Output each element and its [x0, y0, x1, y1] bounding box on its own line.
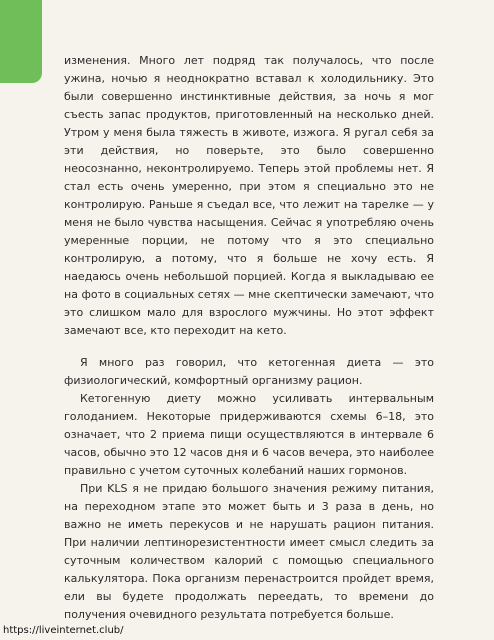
paragraph-interval-fasting: Кетогенную диету можно усиливать интервальным голоданием. Некоторые придерживаются схемы 6–18, это означает, что 2 приема пищи осуществляются в интервале 6 часов, обычно это 12 часов дня и 6 часов вечера, это наиболее правильно с учетом суточных колебаний наших гормонов. [64, 392, 434, 477]
paragraph-gap [64, 340, 434, 354]
paragraph-continuation: изменения. Много лет подряд так получалось, что после ужина, ночью я неоднократно вставал к холодильнику. Это были совершенно инстинктивные действия, за ночь я мог съесть запас продуктов, приготовленный на несколько дней. Утром у меня была тяжесть в животе, изжога. Я ругал себя за эти действия, но поверьте, это было совершенно неосознанно, неконтролируемо. Теперь этой проблемы нет. Я стал есть очень умеренно, при этом я специально это не контролирую. Раньше я съедал все, что лежит на тарелке — у меня не было чувства насыщения. Сейчас я употребляю очень умеренные порции, не потому что я это специально контролирую, а потому, что я больше не хочу есть. Я наедаюсь очень небольшой порцией. Когда я выкладываю ее на фото в социальных сетях — мне скептически замечают, что это слишком мало для взрослого мужчины. Но этот эффект замечают все, кто переходит на кето. [64, 54, 434, 337]
page-body [64, 52, 434, 624]
chapter-tab-marker [0, 0, 42, 83]
paragraph-keto-physiological: Я много раз говорил, что кетогенная диета — это физиологический, комфортный организму рацион. [64, 356, 434, 387]
paragraph-kls-regime: При KLS я не придаю большого значения режиму питания, на переходном этапе это может быть и 3 раза в день, но важно не иметь перекусов и не нарушать рацион питания. При наличии лептинорезистентности имеет смысл следить за суточным количеством калорий с помощью специального калькулятора. Пока организм перенастроится пройдет время, ели вы будете продолжать переедать, то времени до получения очевидного результата потребуется больше. [64, 482, 434, 621]
source-url-watermark: https://liveinternet.club/ [3, 625, 124, 636]
